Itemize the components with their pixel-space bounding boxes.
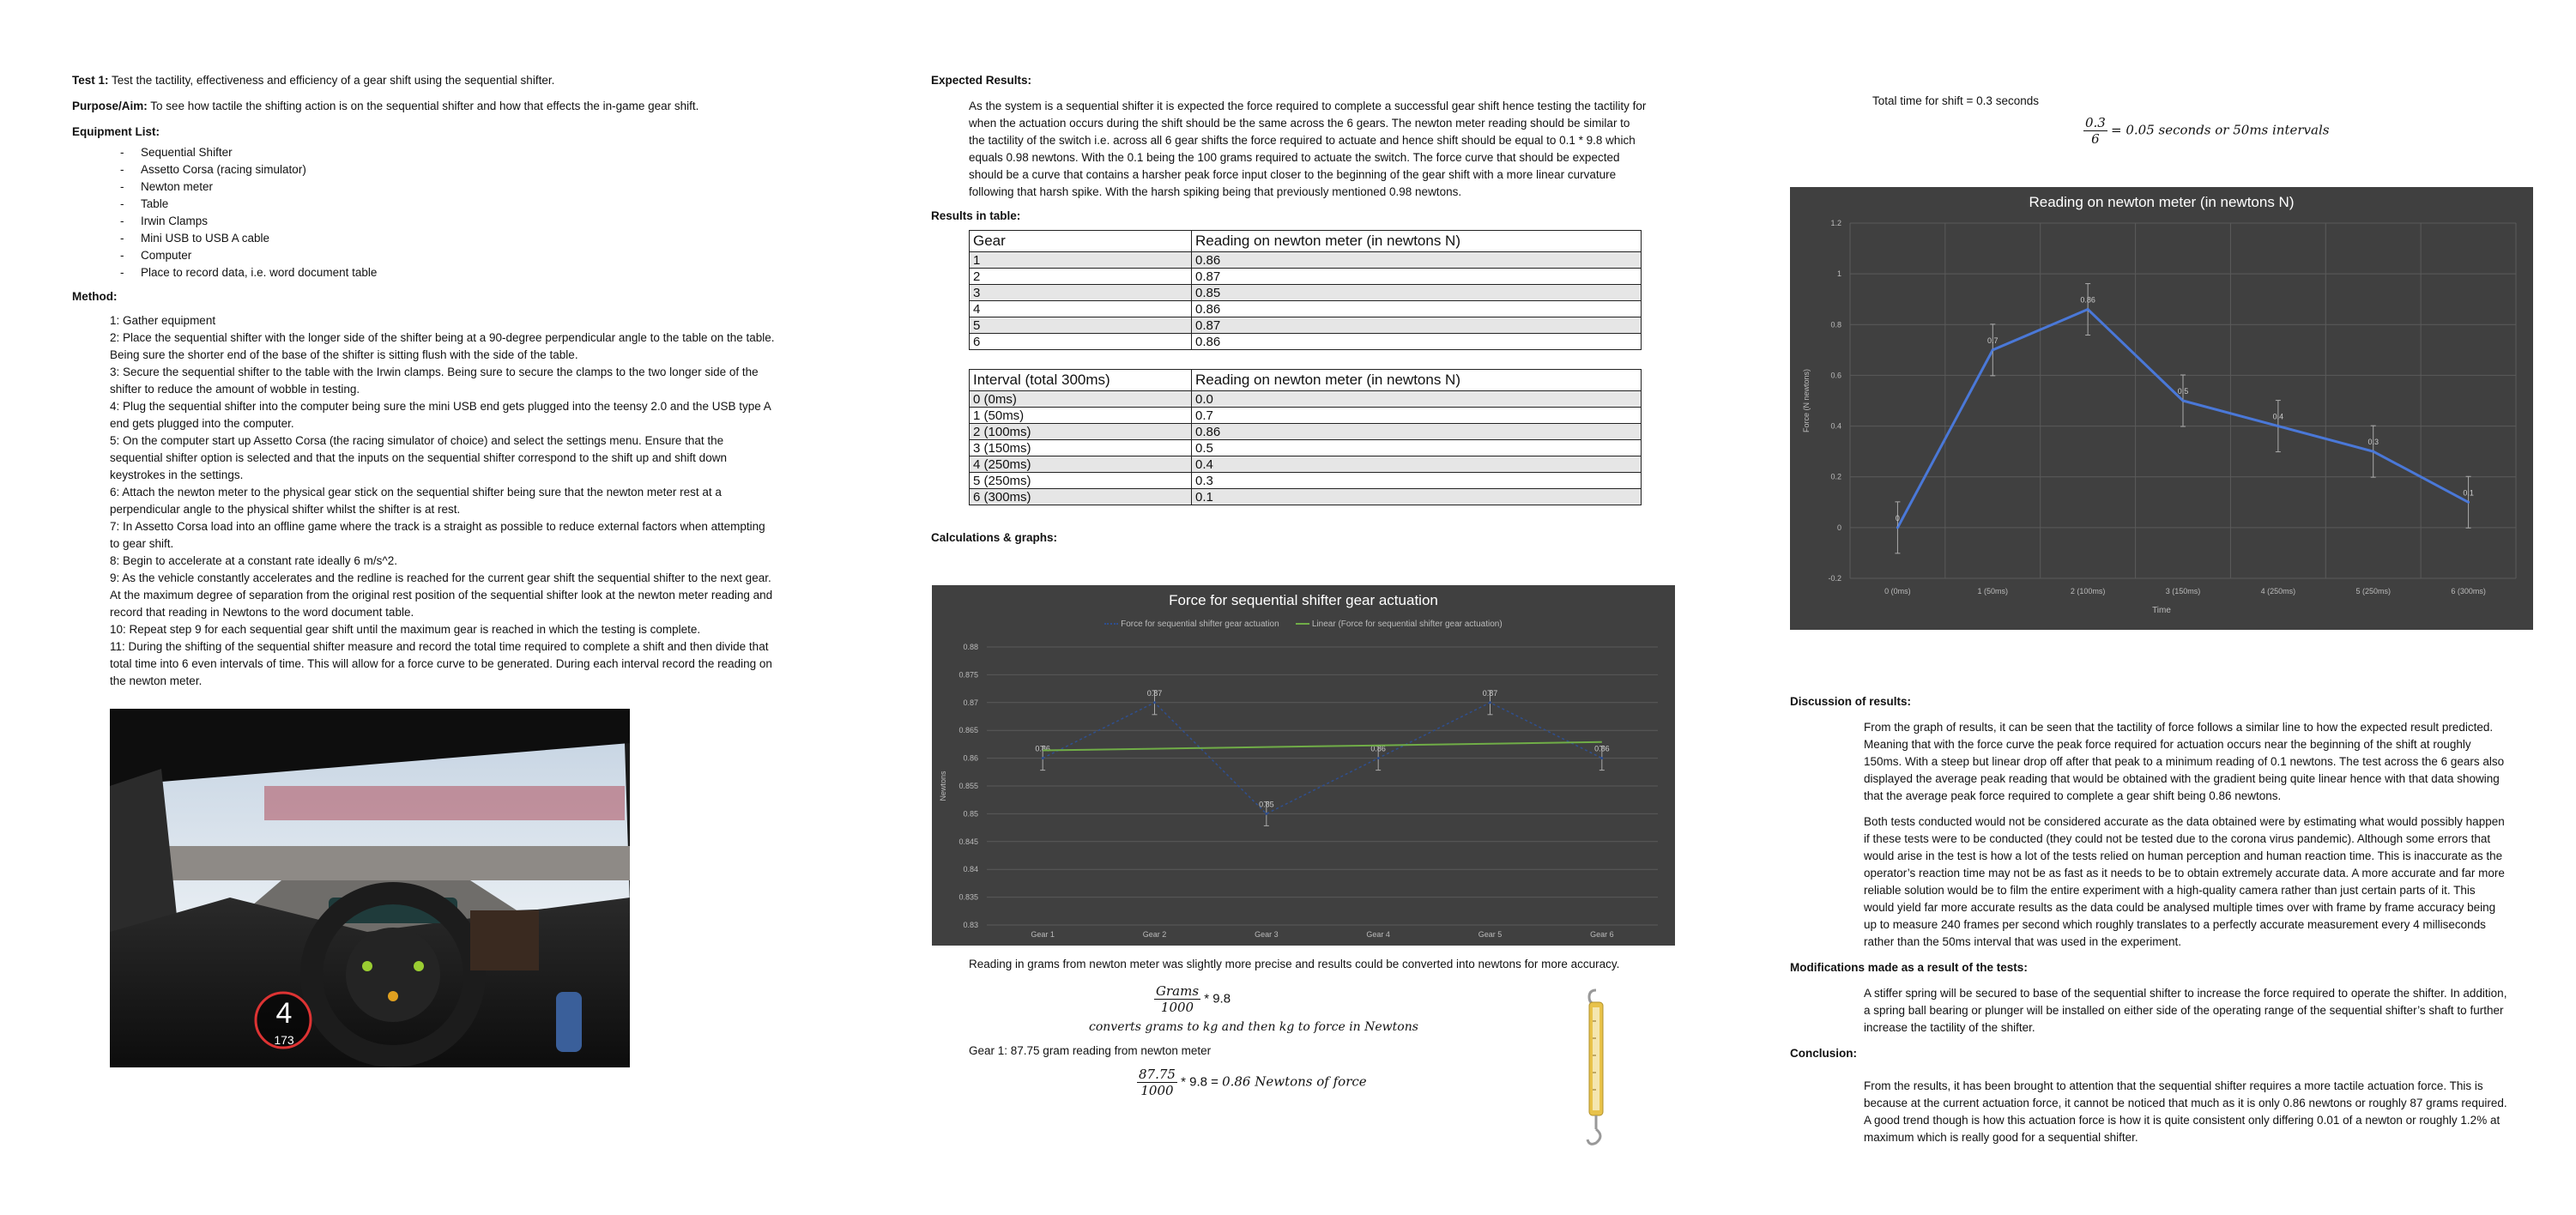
g1-result: 0.86 Newtons of force (1222, 1073, 1367, 1090)
table-cell: 0.86 (1192, 424, 1642, 440)
y-axis-label: Force (N newtons) (1802, 368, 1811, 433)
method-step: 4: Plug the sequential shifter into the computer being sure the mini USB end gets plugged into the teensy 2.0 and the USB type A end gets plugged into the computer. (110, 400, 771, 430)
mods-text: A stiffer spring will be secured to base of the sequential shifter to increase the force required to operate the shifter. In addition, a spring ball bearing or plunger will be installed on either side of the operating range of the sequential shifter’s shaft to further increase the tactility of the shifter. (1864, 987, 2507, 1034)
x-tick-label: 4 (250ms) (2260, 587, 2296, 595)
method-step: 10: Repeat step 9 for each sequential gear shift until the maximum gear is reached in which the testing is complete. (110, 623, 701, 636)
table-cell: 0.85 (1192, 285, 1642, 301)
table-row (970, 285, 1642, 301)
data-point (2372, 450, 2374, 453)
table-cell: 0.87 (1192, 269, 1642, 285)
y-tick-label: 0.84 (963, 865, 978, 874)
equipment-list (141, 144, 776, 281)
method-heading: Method: (72, 290, 118, 303)
table-row (970, 473, 1642, 489)
y-tick-label: 0.6 (1830, 371, 1841, 380)
chart1-title: Force for sequential shifter gear actuation (1169, 592, 1438, 608)
int-result: = 0.05 seconds or 50ms intervals (2111, 122, 2330, 138)
table-header-cell: Reading on newton meter (in newtons N) (1192, 231, 1642, 252)
data-label: 0.87 (1482, 688, 1498, 698)
gear1-text: Gear 1: 87.75 gram reading from newton meter (969, 1044, 1212, 1057)
y-tick-label: 0.875 (958, 670, 978, 680)
x-tick-label: 6 (300ms) (2451, 587, 2486, 595)
col2-lower (931, 956, 1635, 1098)
equipment-item: - Mini USB to USB A cable (141, 230, 776, 247)
test-text: Test the tactility, effectiveness and efficiency of a gear shift using the sequential shifter. (112, 74, 555, 87)
data-label: 0.86 (1370, 744, 1386, 753)
table-cell: 4 (250ms) (970, 456, 1192, 473)
y-tick-label: 0.855 (958, 782, 978, 790)
table-cell: 0.5 (1192, 440, 1642, 456)
gear-force-chart (932, 585, 1675, 946)
data-label: 0.7 (1987, 335, 1999, 345)
data-label: 0.5 (2177, 387, 2189, 396)
table-cell: 0 (0ms) (970, 391, 1192, 408)
data-point (1896, 526, 1899, 529)
method-step: 2: Place the sequential shifter with the longer side of the shifter being at a 90-degree perpendicular angle to the table on the table. Being sure the shorter end of the base of the shifter is sitting flush with the side of the table. (110, 331, 775, 361)
formula-tail: * 9.8 (1204, 991, 1231, 1006)
col3-top (1828, 93, 2531, 147)
y-axis-label: Newtons (939, 771, 947, 801)
table-cell: 0.87 (1192, 317, 1642, 334)
method-list (110, 312, 776, 690)
table-row (970, 252, 1642, 269)
table-cell: 3 (150ms) (970, 440, 1192, 456)
data-label: 0.86 (2080, 295, 2095, 305)
formula-interval (2083, 115, 2531, 147)
page-2 (901, 0, 2576, 1215)
table-cell: 0.3 (1192, 473, 1642, 489)
series-line (1043, 742, 1602, 751)
table-cell: 6 (300ms) (970, 489, 1192, 505)
conclusion-text: From the results, it has been brought to attention that the sequential shifter requires a more tactile actuation force. This is because at the current actuation force, it cannot be noticed that much as it is only 0.86 newtons or roughly 87 grams required. A good trend though is how this actuation force is how it is quite consistent only differing 0.01 of a newton or roughly 1.2% at maximum which is really good for a sequential shifter. (1864, 1079, 2507, 1144)
y-tick-label: 0.4 (1830, 421, 1841, 431)
y-tick-label: 0.865 (958, 726, 978, 735)
table-cell: 1 (970, 252, 1192, 269)
formula-num: Grams (1156, 983, 1200, 999)
table-cell: 0.86 (1192, 334, 1642, 350)
hud-speed: 173 (274, 1033, 294, 1047)
y-tick-label: 1.2 (1830, 219, 1841, 227)
data-label: 0.85 (1259, 800, 1274, 809)
method-step: 8: Begin to accelerate at a constant rate ideally 6 m/s^2. (110, 554, 398, 567)
table-row (970, 440, 1642, 456)
g1-mid: * 9.8 = (1181, 1074, 1223, 1090)
data-point (2087, 308, 2089, 311)
data-point (2277, 425, 2279, 427)
method-step: 1: Gather equipment (110, 314, 216, 327)
y-tick-label: 0.87 (963, 698, 978, 707)
table-cell: 5 (250ms) (970, 473, 1192, 489)
discussion-para-1: From the graph of results, it can be seen that the tactility of force follows a similar line to how the expected result predicted. Meaning that with the force curve the peak force required for actuation occurs near the beginning of the shift at roughly 150ms. With a steep but linear drop off after that peak to a minimum reading of 0.1 newtons. The test across the 6 gears also displayed the average peak reading that would be obtained with the gradient being quite linear hence with that data showing that the average peak force required to complete a gear shift being 0.86 newtons. (1864, 721, 2505, 802)
interval-results-table (969, 369, 1642, 505)
col1-text (72, 72, 776, 690)
data-label: 0 (1895, 513, 1900, 523)
table-row (970, 489, 1642, 505)
table-row (970, 317, 1642, 334)
x-tick-label: Gear 4 (1366, 930, 1390, 939)
hud-gear: 4 (275, 997, 293, 1030)
table-header-cell: Reading on newton meter (in newtons N) (1192, 370, 1642, 391)
gear-results-table (969, 230, 1642, 350)
chart1-legend-trend: Linear (Force for sequential shifter gear actuation) (1311, 620, 1503, 629)
equipment-heading: Equipment List: (72, 125, 160, 138)
y-tick-label: 1 (1836, 269, 1841, 279)
discussion-body (1864, 719, 2507, 951)
data-label: 0.1 (2463, 488, 2474, 498)
table-cell: 0.4 (1192, 456, 1642, 473)
table-row (970, 456, 1642, 473)
method-step: 3: Secure the sequential shifter to the table with the Irwin clamps. Being sure to secure the clamps to the two longer side of the shifter to reduce the amount of wobble in testing. (110, 366, 759, 396)
game-screenshot (110, 709, 630, 1067)
spring-scale-icon (1570, 987, 1622, 1150)
table-cell: 6 (970, 334, 1192, 350)
chart2-title: Reading on newton meter (in newtons N) (2029, 194, 2295, 210)
table-cell: 4 (970, 301, 1192, 317)
method-step: 7: In Assetto Corsa load into an offline game where the track is a straight as possible to reduce external factors when attempting to gear shift. (110, 520, 765, 550)
y-tick-label: 0.88 (963, 643, 978, 651)
data-point (1489, 701, 1491, 704)
conclusion-heading: Conclusion: (1790, 1047, 1857, 1060)
method-step: 11: During the shifting of the sequential shifter measure and record the total time required to complete a shift and then divide that total time into 6 even intervals of time. This will allow for a force curve to be generated. During each interval record the reading on the newton meter. (110, 640, 772, 687)
results-heading: Results in table: (931, 209, 1021, 222)
chart2-xlabel: Time (2152, 606, 2171, 615)
test-label: Test 1: (72, 74, 109, 87)
table-row (970, 391, 1642, 408)
data-label: 0.86 (1594, 744, 1610, 753)
cockpit-image (110, 709, 630, 1067)
equipment-item: - Computer (141, 247, 776, 264)
y-tick-label: 0.2 (1830, 472, 1841, 481)
table-header-cell: Interval (total 300ms) (970, 370, 1192, 391)
data-label: 0.4 (2272, 412, 2284, 421)
data-point (1153, 701, 1156, 704)
col3-lower (1790, 693, 2533, 1146)
data-point (1265, 813, 1267, 815)
y-tick-label: 0.8 (1830, 320, 1841, 329)
x-tick-label: Gear 2 (1142, 930, 1167, 939)
equipment-item: - Assetto Corsa (racing simulator) (141, 161, 776, 178)
int-num: 0.3 (2085, 115, 2106, 130)
equipment-item: - Sequential Shifter (141, 144, 776, 161)
data-label: 0.3 (2367, 438, 2379, 447)
formula-caption: converts grams to kg and then kg to force in Newtons (1089, 1020, 1418, 1034)
table-cell: 5 (970, 317, 1192, 334)
x-tick-label: 3 (150ms) (2165, 587, 2201, 595)
table-row (970, 334, 1642, 350)
method-step: 9: As the vehicle constantly accelerates and the redline is reached for the current gear shift the sequential shifter to the next gear. At the maximum degree of separation from the original rest position of the sequential shifter look at the newton meter reading and record that reading in Newtons to the word document table. (110, 571, 773, 619)
total-time: Total time for shift = 0.3 seconds (1872, 94, 2039, 107)
expected-text: As the system is a sequential shifter it is expected the force required to complete a successful gear shift hence testing the tactility for when the actuation occurs during the shift should be the same across the 6 gears. The newton meter reading should be similar to the tactility of the switch i.e. across all 6 gear shifts the force required to actuate and hence shift should be equal to 0.1 * 9.8 which equals 0.98 newtons. With the 0.1 being the 100 grams required to actuate the switch. The force curve that should be expected should be a curve that contains a harsher peak force input closer to the beginning of the gear shift with a more linear curvature following that harsh spike. With the harsh spiking being that previously mentioned 0.98 newtons. (969, 100, 1647, 198)
y-tick-label: 0.83 (963, 921, 978, 929)
table-row (970, 424, 1642, 440)
y-tick-label: 0.835 (958, 892, 978, 902)
table-row (970, 269, 1642, 285)
data-point (1992, 348, 1994, 351)
grams-text: Reading in grams from newton meter was slightly more precise and results could be converted into newtons for more accuracy. (969, 958, 1620, 970)
discussion-para-2: Both tests conducted would not be considered accurate as the data obtained were by estimating what would possibly happen if these tests were to be conducted (they could not be tested due to the corona virus pandemic). Although some errors that would arise in the test is how a lot of the tests relied on human perception and human reaction time. This is inaccurate as the operator’s reaction time may not be as fast as it needs to be to obtain extremely accurate data. A more accurate and far more reliable solution would be to film the entire experiment with a high-quality camera rather than just certain parts of it. This would yield far more accurate results as the data could be analysed multiple times over with frame by frame accuracy being up to measure 240 frames per second which roughly translates to a perfectly accurate measurement every 4 milliseconds rather than the 50ms interval that was used in the experiment. (1864, 815, 2505, 948)
data-label: 0.86 (1035, 744, 1050, 753)
x-tick-label: Gear 1 (1031, 930, 1055, 939)
table-header-cell: Gear (970, 231, 1192, 252)
data-point (2182, 400, 2185, 402)
y-tick-label: 0 (1836, 523, 1841, 532)
chart1-legend-series: Force for sequential shifter gear actuation (1121, 620, 1279, 629)
equipment-item: - Newton meter (141, 178, 776, 196)
data-label: 0.87 (1146, 688, 1163, 698)
equipment-item: - Irwin Clamps (141, 213, 776, 230)
data-point (1600, 757, 1603, 759)
equipment-item: - Table (141, 196, 776, 213)
table-header-row (970, 231, 1642, 252)
col2 (931, 72, 1720, 547)
y-tick-label: 0.85 (963, 809, 978, 819)
aim-label: Purpose/Aim: (72, 100, 148, 112)
y-tick-label: 0.86 (963, 753, 978, 763)
data-point (1042, 757, 1044, 759)
equipment-item: - Place to record data, i.e. word document table (141, 264, 776, 281)
table-cell: 0.7 (1192, 408, 1642, 424)
y-tick-label: -0.2 (1828, 574, 1841, 583)
formula-den: 1000 (1160, 1000, 1194, 1015)
table-cell: 2 (100ms) (970, 424, 1192, 440)
table-cell: 0.86 (1192, 301, 1642, 317)
x-tick-label: 1 (50ms) (1977, 587, 2009, 595)
mods-heading: Modifications made as a result of the tests: (1790, 961, 2028, 974)
table-cell: 0.1 (1192, 489, 1642, 505)
int-den: 6 (2091, 131, 2100, 147)
y-tick-label: 0.845 (958, 837, 978, 846)
formula-gear1 (1137, 1067, 1635, 1098)
data-point (2467, 501, 2470, 504)
x-tick-label: Gear 5 (1478, 930, 1503, 939)
data-point (1377, 757, 1380, 759)
table-cell: 3 (970, 285, 1192, 301)
expected-heading: Expected Results: (931, 74, 1032, 87)
table-header-row (970, 370, 1642, 391)
table-cell: 1 (50ms) (970, 408, 1192, 424)
table-cell: 0.0 (1192, 391, 1642, 408)
formula-grams (1154, 983, 1635, 1015)
x-tick-label: 2 (100ms) (2070, 587, 2106, 595)
newton-meter-image (1570, 987, 1622, 1150)
g1-den: 1000 (1140, 1083, 1174, 1098)
calc-heading: Calculations & graphs: (931, 531, 1058, 544)
page-1 (0, 0, 901, 1215)
table-cell: 0.86 (1192, 252, 1642, 269)
table-row (970, 408, 1642, 424)
interval-force-chart (1790, 187, 2533, 630)
chart1-plot (932, 585, 1675, 946)
table-cell: 2 (970, 269, 1192, 285)
g1-num: 87.75 (1139, 1067, 1176, 1082)
x-tick-label: 0 (0ms) (1884, 587, 1911, 595)
table-row (970, 301, 1642, 317)
method-step: 5: On the computer start up Assetto Corsa (the racing simulator of choice) and select the settings menu. Ensure that the sequential shifter option is selected and that the inputs on the sequential shifter correspond to the shift up and shift down keystrokes in the settings. (110, 434, 727, 481)
x-tick-label: 5 (250ms) (2355, 587, 2391, 595)
x-tick-label: Gear 6 (1590, 930, 1614, 939)
aim-text: To see how tactile the shifting action is on the sequential shifter and how that effects the in-game gear shift. (150, 100, 699, 112)
discussion-heading: Discussion of results: (1790, 695, 1912, 708)
x-tick-label: Gear 3 (1255, 930, 1279, 939)
method-step: 6: Attach the newton meter to the physical gear stick on the sequential shifter being sure that the newton meter rest at a perpendicular angle to the physical shifter whilst the shifter is at rest. (110, 486, 722, 516)
chart2-plot (1790, 187, 2533, 630)
